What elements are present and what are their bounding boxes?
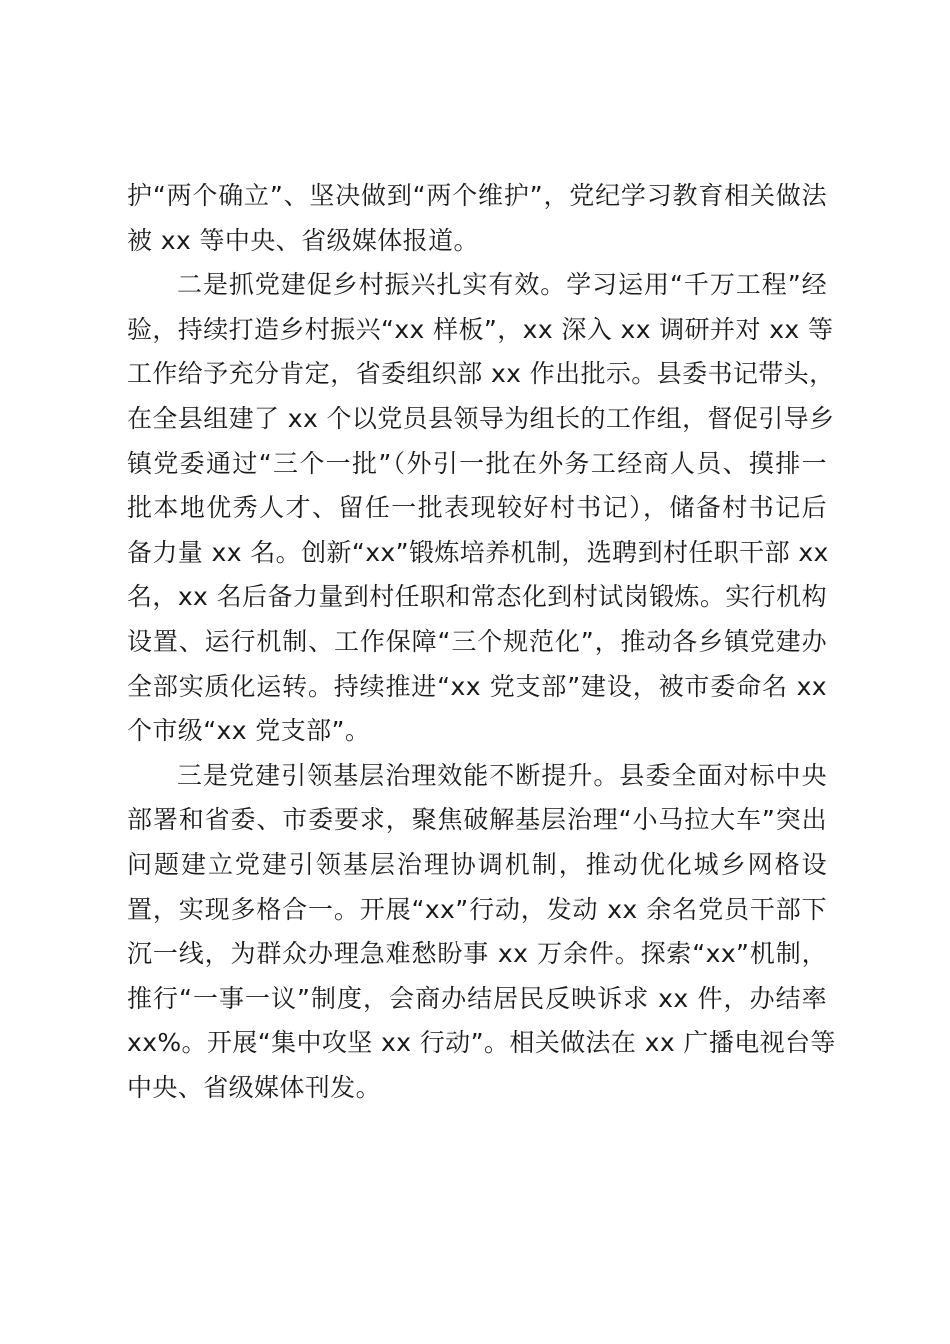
paragraph-line: 被 xx 等中央、省级媒体报道。 [127,225,479,255]
paragraph-line: 问题建立党建引领基层治理协调机制，推动优化城乡网格设 [127,849,827,879]
paragraph-line: xx%。开展“集中攻坚 xx 行动”。相关做法在 xx 广播电视台等 [127,1028,836,1058]
paragraph-line: 名，xx 名后备力量到村任职和常态化到村试岗锻炼。实行机构 [127,582,827,612]
paragraph-line: 批本地优秀人才、留任一批表现较好村书记），储备村书记后 [127,493,827,523]
paragraph-line: 中央、省级媒体刊发。 [127,1072,382,1102]
paragraph-line: 沉一线，为群众办理急难愁盼事 xx 万余件。探索“xx”机制， [127,939,827,969]
paragraph-line: 三是党建引领基层治理效能不断提升。县委全面对标中央 [177,760,827,790]
paragraph-line: 在全县组建了 xx 个以党员县领导为组长的工作组，督促引导乡 [127,403,835,433]
paragraph-line: 护“两个确立”、坚决做到“两个维护”，党纪学习教育相关做法 [127,181,827,210]
paragraph-line: 备力量 xx 名。创新“xx”锻炼培养机制，选聘到村任职干部 xx [127,537,829,567]
paragraph-line: 验，持续打造乡村振兴“xx 样板”，xx 深入 xx 调研并对 xx 等 [127,314,834,344]
paragraph-line: 二是抓党建促乡村振兴扎实有效。学习运用“千万工程”经 [177,270,827,300]
paragraph-line: 部署和省委、市委要求，聚焦破解基层治理“小马拉大车”突出 [127,805,827,835]
paragraph-line: 置，实现多格合一。开展“xx”行动，发动 xx 余名党员干部下 [127,894,827,924]
paragraph-line: 设置、运行机制、工作保障“三个规范化”，推动各乡镇党建办 [127,626,827,656]
paragraph-line: 镇党委通过“三个一批”（外引一批在外务工经商人员、摸排一 [127,448,827,478]
paragraph-line: 工作给予充分肯定，省委组织部 xx 作出批示。县委书记带头， [127,359,835,389]
document-body [127,174,836,1110]
paragraph-line: 个市级“xx 党支部”。 [127,716,371,746]
paragraph-line: 全部实质化运转。持续推进“xx 党支部”建设，被市委命名 xx [127,671,827,701]
paragraph-line: 推行“一事一议”制度，会商办结居民反映诉求 xx 件，办结率 [127,983,827,1013]
